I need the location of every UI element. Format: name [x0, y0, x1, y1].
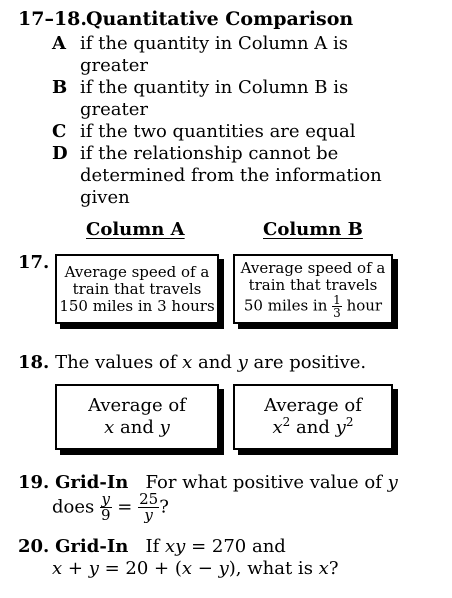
option-text-c-line1: if the two quantities are equal [80, 121, 356, 142]
question-19-label: Grid-In [55, 472, 129, 493]
question-range: 17–18. [18, 8, 87, 30]
q17-column-b-line1: Average speed of a [240, 258, 386, 277]
q17-column-a-line3: 150 miles in 3 hours [59, 296, 215, 315]
q17-column-b-box [233, 254, 393, 324]
option-letter-c: C [52, 121, 67, 142]
option-text-d-line2: determined from the information [80, 165, 382, 186]
option-text-a-line2: greater [80, 55, 149, 76]
25-over-y-fraction: $\frac{25}{y}$ [139, 490, 159, 524]
question-20-label: Grid-In [55, 536, 129, 557]
question-20-number: 20. [18, 536, 50, 557]
q17-column-a-box [55, 254, 219, 324]
q18-column-b-line1: Average of [264, 395, 362, 416]
y-over-9-fraction: $\frac{y}{9}$ [100, 490, 111, 524]
q18-column-a-box [55, 384, 219, 450]
q18-column-b-line2: $x^2$ and $y^2$ [272, 415, 354, 438]
q18-column-a-line2: x and y [104, 417, 170, 438]
q17-column-a-line1: Average speed of a [64, 262, 210, 281]
question-20-line2: x + y = 20 + (x − y), what is x? [52, 558, 339, 579]
column-b-header: Column B [263, 219, 363, 240]
q17-column-b-line3 [241, 294, 386, 319]
column-a-header: Column A [86, 219, 185, 240]
option-text-a-line1: if the quantity in Column A is [80, 33, 349, 54]
q18-column-a-line1: Average of [88, 395, 186, 416]
q17-column-a-line2: train that travels [72, 279, 202, 298]
option-letter-a: A [52, 33, 66, 54]
option-letter-b: B [52, 77, 68, 98]
q17-column-b-line2: train that travels [248, 275, 378, 294]
question-17-number: 17. [18, 252, 50, 273]
question-18-number: 18. [18, 352, 50, 373]
q17-column-b-unit: hour [346, 296, 383, 314]
q18-column-b-box [233, 384, 393, 450]
question-19-number: 19. [18, 472, 50, 493]
option-text-b-line2: greater [80, 99, 149, 120]
option-text-d-line1: if the relationship cannot be [80, 143, 339, 164]
option-letter-d: D [52, 143, 68, 164]
q17-column-b-text: 50 miles in [243, 296, 328, 314]
option-text-d-line3: given [80, 187, 130, 208]
one-third-fraction: $\frac{1}{3}$ [333, 292, 341, 320]
section-title: Quantitative Comparison [86, 8, 354, 30]
question-19-line2: does $\frac{y}{9}$ = $\frac{25}{y}$ ? [52, 490, 169, 524]
question-19-line1: 19. Grid-In For what positive value of y [18, 472, 398, 493]
option-text-b-line1: if the quantity in Column B is [80, 77, 349, 98]
question-20-line1: 20. Grid-In If xy = 270 and [18, 536, 286, 557]
question-18-stem: 18. The values of x and y are positive. [18, 352, 367, 373]
